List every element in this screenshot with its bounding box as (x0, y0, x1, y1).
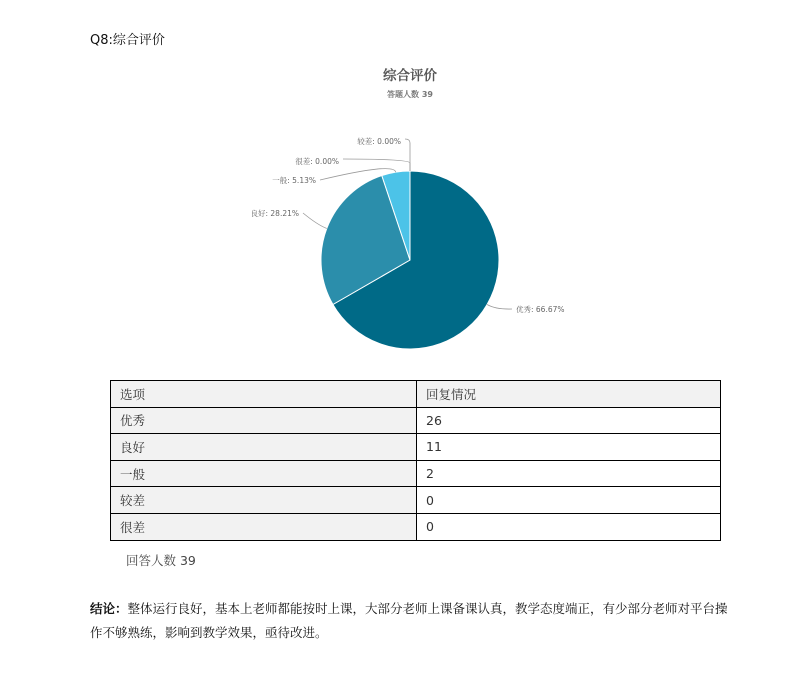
table-row (111, 434, 721, 461)
header-option: 选项 (111, 381, 417, 408)
slice-label: 很差: 0.00% (295, 157, 339, 166)
chart-title: 综合评价 (383, 68, 437, 84)
respondents-count: 回答人数 39 (126, 553, 196, 568)
count-cell: 2 (417, 460, 721, 487)
table-row (111, 460, 721, 487)
slice-label: 良好: 28.21% (250, 209, 299, 218)
count-cell: 11 (417, 434, 721, 461)
leader-line (405, 139, 410, 171)
option-cell: 良好 (111, 434, 417, 461)
slice-label: 一般: 5.13% (272, 176, 316, 185)
leader-line (303, 213, 327, 228)
answer-table (110, 380, 721, 541)
conclusion-label: 结论： (90, 601, 128, 616)
chart-subtitle: 答题人数 39 (387, 90, 433, 99)
option-cell: 较差 (111, 487, 417, 514)
option-cell: 很差 (111, 513, 417, 540)
slice-label: 较差: 0.00% (357, 137, 401, 146)
leader-line (487, 305, 512, 310)
count-cell: 0 (417, 487, 721, 514)
option-cell: 一般 (111, 460, 417, 487)
count-cell: 26 (417, 407, 721, 434)
table-row (111, 407, 721, 434)
option-cell: 优秀 (111, 407, 417, 434)
table-header-row (111, 381, 721, 408)
slice-label: 优秀: 66.67% (516, 305, 565, 314)
count-cell: 0 (417, 513, 721, 540)
question-title: Q8:综合评价 (90, 33, 165, 48)
header-count: 回复情况 (417, 381, 721, 408)
table-row (111, 513, 721, 540)
conclusion (90, 597, 730, 645)
table-row (111, 487, 721, 514)
conclusion-text: 整体运行良好，基本上老师都能按时上课，大部分老师上课备课认真，教学态度端正，有少部分老师对平台操作不够熟练，影响到教学效果，亟待改进。 (90, 601, 728, 640)
